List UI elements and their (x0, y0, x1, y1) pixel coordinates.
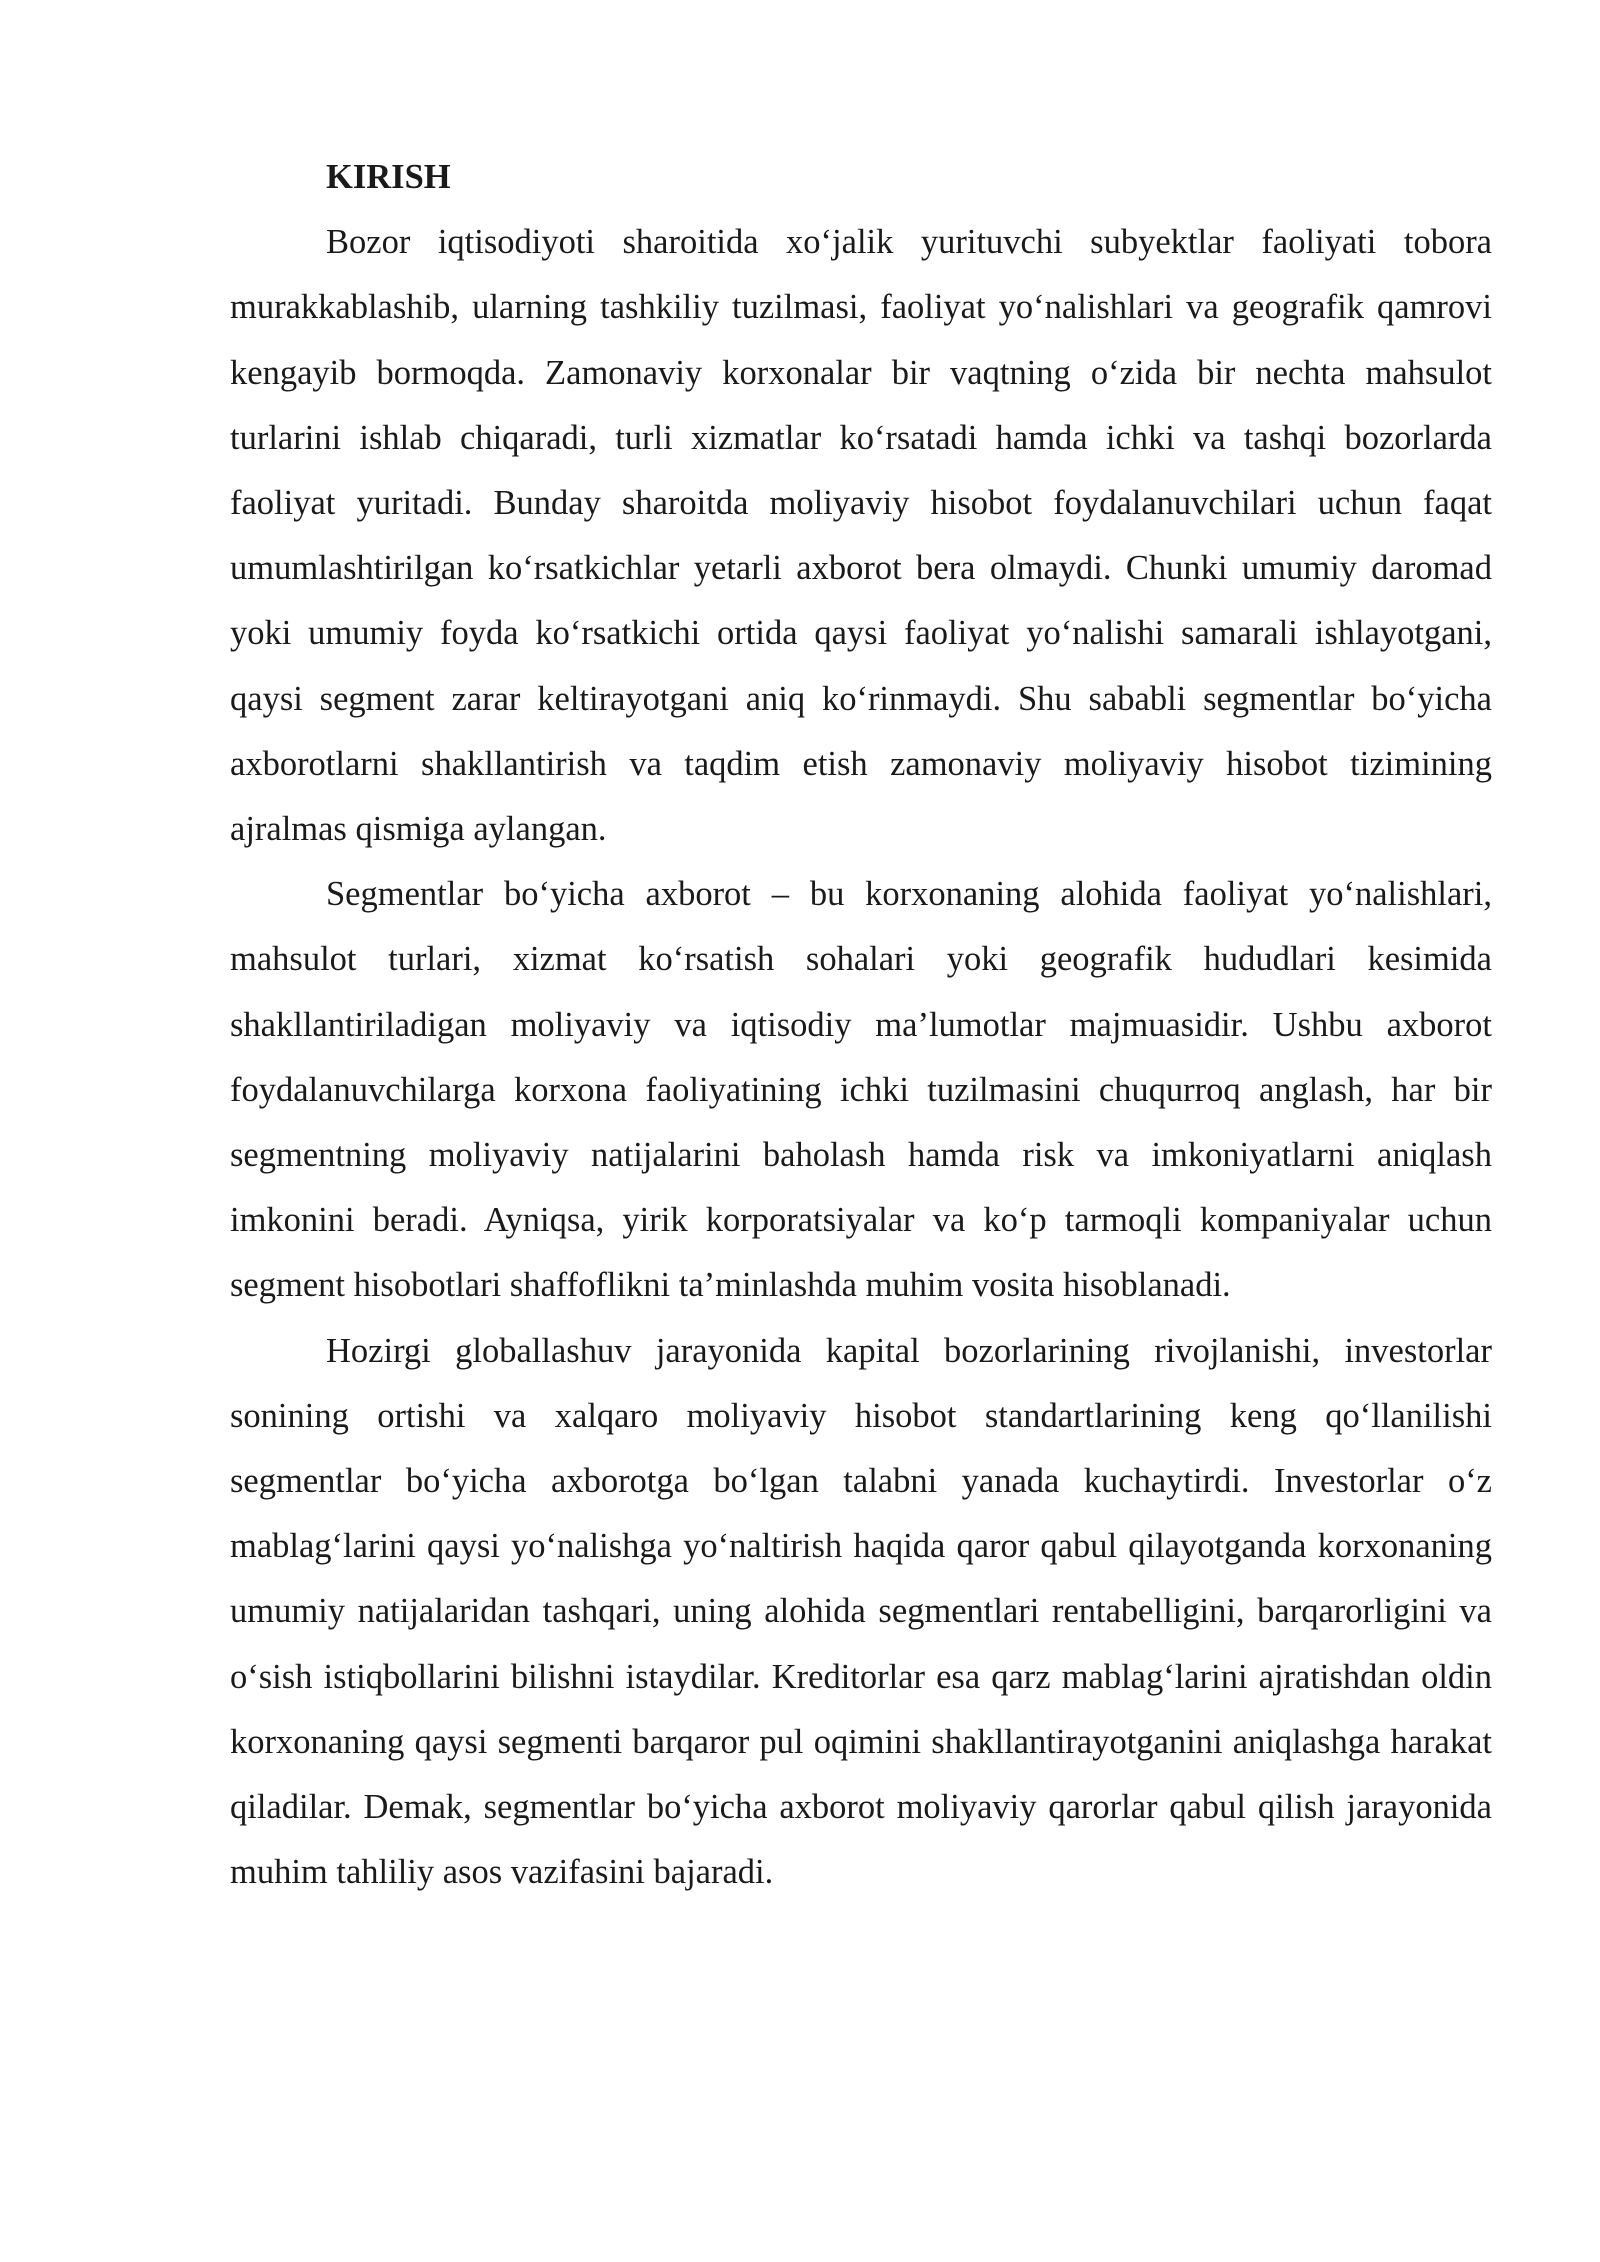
document-body (230, 145, 1492, 1905)
paragraph-3: Hozirgi globallashuv jarayonida kapital bozorlarining rivojlanishi, investorlar sonining ortishi va xalqaro moliyaviy hisobot standartlarining keng qo‘llanilishi segmentlar bo‘yicha axborotga bo‘lgan talabni yanada kuchaytirdi. Investorlar o‘z mablag‘larini qaysi yo‘nalishga yo‘naltirish haqida qaror qabul qilayotganda korxonaning umumiy natijalaridan tashqari, uning alohida segmentlari rentabelligini, barqarorligini va o‘sish istiqbollarini bilishni istaydilar. Kreditorlar esa qarz mablag‘larini ajratishdan oldin korxonaning qaysi segmenti barqaror pul oqimini shakllantirayotganini aniqlashga harakat qiladilar. Demak, segmentlar bo‘yicha axborot moliyaviy qarorlar qabul qilish jarayonida muhim tahliliy asos vazifasini bajaradi. (230, 1331, 1492, 1892)
paragraph-1: Bozor iqtisodiyoti sharoitida xo‘jalik yurituvchi subyektlar faoliyati tobora murakkablashib, ularning tashkiliy tuzilmasi, faoliyat yo‘nalishlari va geografik qamrovi kengayib bormoqda. Zamonaviy korxonalar bir vaqtning o‘zida bir nechta mahsulot turlarini ishlab chiqaradi, turli xizmatlar ko‘rsatadi hamda ichki va tashqi bozorlarda faoliyat yuritadi. Bunday sharoitda moliyaviy hisobot foydalanuvchilari uchun faqat umumlashtirilgan ko‘rsatkichlar yetarli axborot bera olmaydi. Chunki umumiy daromad yoki umumiy foyda ko‘rsatkichi ortida qaysi faoliyat yo‘nalishi samarali ishlayotgani, qaysi segment zarar keltirayotgani aniq ko‘rinmaydi. Shu sababli segmentlar bo‘yicha axborotlarni shakllantirish va taqdim etish zamonaviy moliyaviy hisobot tizimining ajralmas qismiga aylangan. (230, 223, 1492, 849)
section-heading: KIRISH (326, 158, 451, 196)
paragraph-2: Segmentlar bo‘yicha axborot – bu korxonaning alohida faoliyat yo‘nalishlari, mahsulot turlari, xizmat ko‘rsatish sohalari yoki geografik hududlari kesimida shakllantiriladigan moliyaviy va iqtisodiy ma’lumotlar majmuasidir. Ushbu axborot foydalanuvchilarga korxona faoliyatining ichki tuzilmasini chuqurroq anglash, har bir segmentning moliyaviy natijalarini baholash hamda risk va imkoniyatlarni aniqlash imkonini beradi. Ayniqsa, yirik korporatsiyalar va ko‘p tarmoqli kompaniyalar uchun segment hisobotlari shaffoflikni ta’minlashda muhim vosita hisoblanadi. (230, 875, 1492, 1305)
